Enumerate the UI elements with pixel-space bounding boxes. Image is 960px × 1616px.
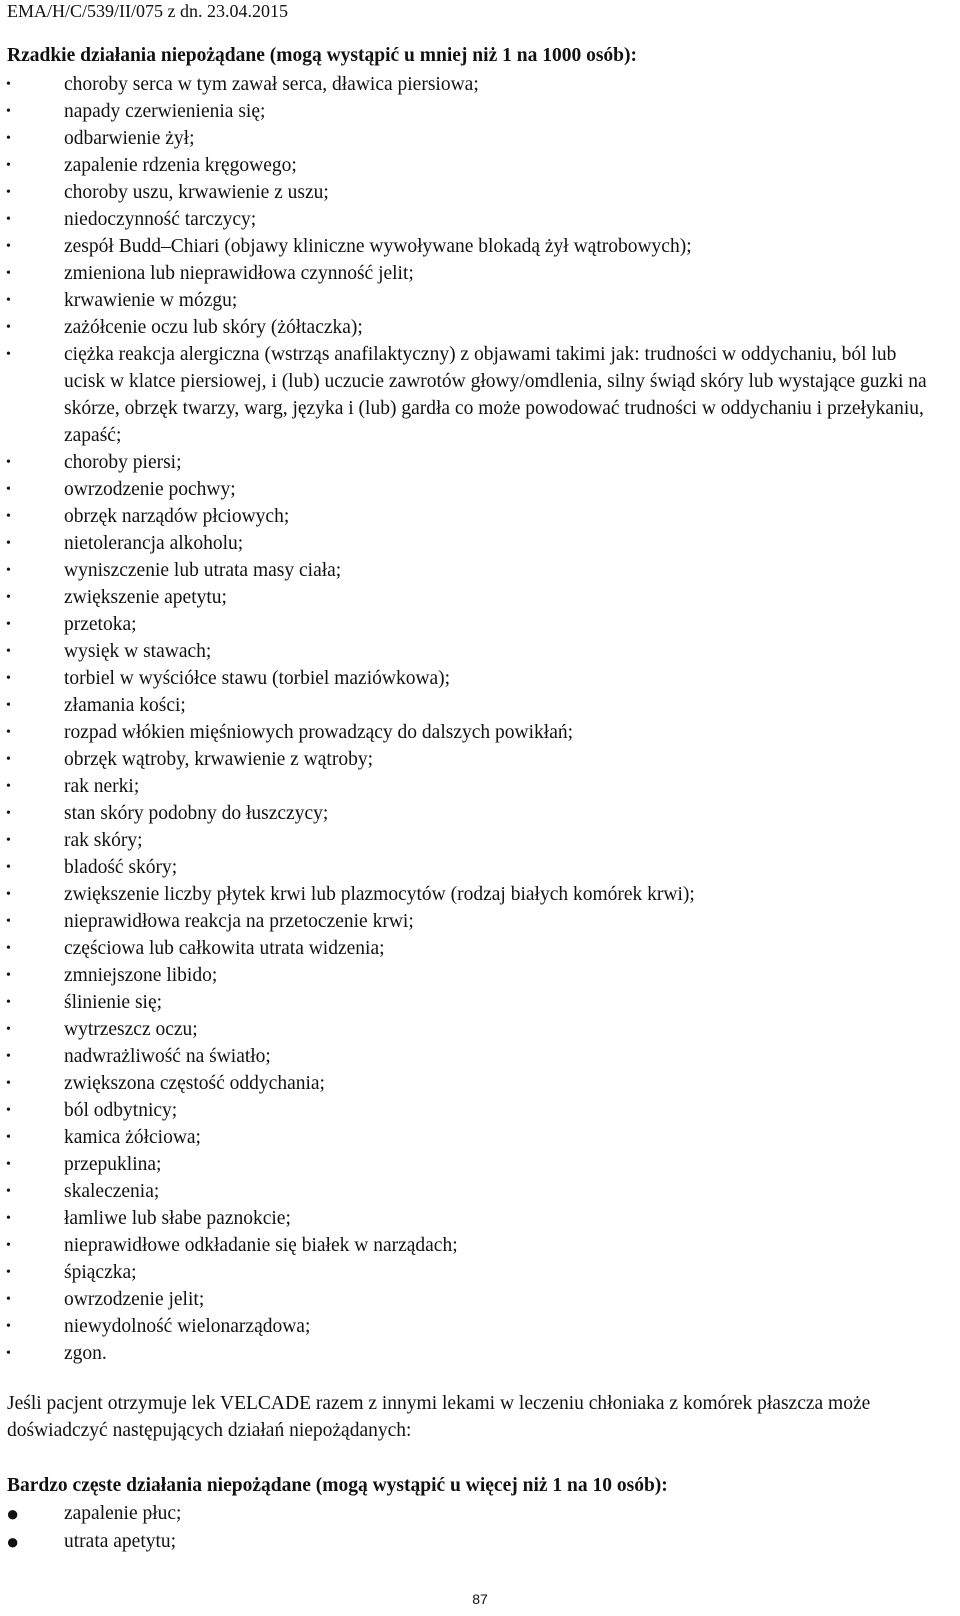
list-item-text: częściowa lub całkowita utrata widzenia; [64,938,385,959]
list-item-text: ból odbytnicy; [64,1100,178,1121]
very-common-side-effects-list [0,1500,960,1556]
list-item-text: śpiączka; [64,1262,137,1283]
list-item-text: rak nerki; [64,776,140,797]
list-item [0,152,960,179]
bullet-icon: • [6,1265,11,1280]
very-common-side-effects-heading: Bardzo częste działania niepożądane (mogą wystąpić u więcej niż 1 na 10 osób): [7,1475,668,1496]
list-item-text: owrzodzenie jelit; [64,1289,205,1310]
bullet-icon: • [6,77,11,92]
bullet-icon: • [6,1292,11,1307]
list-item-text: złamania kości; [64,695,186,716]
bullet-icon: • [6,563,11,578]
list-item [0,71,960,98]
list-item [0,341,960,449]
list-item [0,773,960,800]
list-item-text: utrata apetytu; [64,1531,177,1552]
bullet-icon: • [6,482,11,497]
bullet-icon: • [6,293,11,308]
list-item [0,584,960,611]
list-item-text: zwiększenie liczby płytek krwi lub plazmocytów (rodzaj białych komórek krwi); [64,884,695,905]
list-item-text: zgon. [64,1343,107,1364]
list-item-text: niedoczynność tarczycy; [64,209,257,230]
bullet-icon: • [6,536,11,551]
list-item [0,1043,960,1070]
bullet-icon: • [6,1319,11,1334]
list-item-text: kamica żółciowa; [64,1127,201,1148]
list-item-text: przepuklina; [64,1154,162,1175]
list-item [0,638,960,665]
list-item [0,98,960,125]
bullet-icon: • [6,887,11,902]
list-item-text: obrzęk wątroby, krwawienie z wątroby; [64,749,373,770]
list-item-text: zwiększenie apetytu; [64,587,227,608]
bullet-icon: • [6,1184,11,1199]
list-item [0,611,960,638]
bullet-icon: ● [6,1501,20,1526]
list-item [0,1178,960,1205]
list-item-text: zmniejszone libido; [64,965,218,986]
bullet-icon: • [6,590,11,605]
bullet-icon: • [6,212,11,227]
list-item-text: napady czerwienienia się; [64,101,266,122]
list-item [0,287,960,314]
list-item-text: choroby serca w tym zawał serca, dławica piersiowa; [64,74,479,95]
list-item-text: wyniszczenie lub utrata masy ciała; [64,560,342,581]
list-item [0,1528,960,1556]
rare-side-effects-list [0,71,960,1367]
list-item [0,719,960,746]
bullet-icon: • [6,698,11,713]
bullet-icon: • [6,509,11,524]
list-item [0,1070,960,1097]
list-item [0,989,960,1016]
bullet-icon: • [6,1022,11,1037]
list-item [0,1232,960,1259]
rare-side-effects-heading: Rzadkie działania niepożądane (mogą wystąpić u mniej niż 1 na 1000 osób): [7,45,637,66]
list-item [0,854,960,881]
list-item-text: zmieniona lub nieprawidłowa czynność jelit; [64,263,414,284]
list-item-text: ślinienie się; [64,992,163,1013]
list-item-text: bladość skóry; [64,857,178,878]
bullet-icon: • [6,1346,11,1361]
bullet-icon: • [6,104,11,119]
list-item [0,1097,960,1124]
list-item [0,449,960,476]
bullet-icon: • [6,779,11,794]
list-item [0,746,960,773]
bullet-icon: • [6,185,11,200]
list-item [0,1124,960,1151]
bullet-icon: • [6,1049,11,1064]
bullet-icon: • [6,1130,11,1145]
list-item-text: nieprawidłowe odkładanie się białek w narządach; [64,1235,458,1256]
combination-therapy-paragraph: Jeśli pacjent otrzymuje lek VELCADE razem z innymi lekami w leczeniu chłoniaka z komórek płaszcza może doświadczyć następujących działań niepożądanych: [7,1393,871,1441]
list-item [0,935,960,962]
list-item [0,881,960,908]
list-item-text: choroby piersi; [64,452,182,473]
bullet-icon: • [6,725,11,740]
bullet-icon: • [6,833,11,848]
list-item-text: zapalenie rdzenia kręgowego; [64,155,297,176]
bullet-icon: • [6,239,11,254]
list-item [0,206,960,233]
list-item-text: nietolerancja alkoholu; [64,533,244,554]
list-item [0,476,960,503]
list-item [0,1313,960,1340]
list-item [0,665,960,692]
list-item [0,692,960,719]
bullet-icon: • [6,617,11,632]
list-item [0,1205,960,1232]
list-item-text: rozpad włókien mięśniowych prowadzący do dalszych powikłań; [64,722,574,743]
list-item [0,1016,960,1043]
bullet-icon: • [6,644,11,659]
list-item-text: obrzęk narządów płciowych; [64,506,290,527]
list-item-text: łamliwe lub słabe paznokcie; [64,1208,291,1229]
bullet-icon: • [6,860,11,875]
bullet-icon: • [6,266,11,281]
bullet-icon: • [6,1076,11,1091]
bullet-icon: • [6,1157,11,1172]
list-item-text: zespół Budd–Chiari (objawy kliniczne wywoływane blokadą żył wątrobowych); [64,236,692,257]
list-item-text: zwiększona częstość oddychania; [64,1073,325,1094]
list-item-text: odbarwienie żył; [64,128,195,149]
list-item-text: wysięk w stawach; [64,641,212,662]
list-item-text: stan skóry podobny do łuszczycy; [64,803,329,824]
list-item [0,530,960,557]
bullet-icon: • [6,941,11,956]
bullet-icon: • [6,1103,11,1118]
list-item [0,800,960,827]
list-item [0,314,960,341]
list-item [0,962,960,989]
list-item-text: choroby uszu, krwawienie z uszu; [64,182,329,203]
bullet-icon: • [6,995,11,1010]
list-item [0,908,960,935]
list-item-text: ciężka reakcja alergiczna (wstrząs anafilaktyczny) z objawami takimi jak: trudności w oddychaniu, ból lub ucisk w klatce piersiowej, i (lub) uczucie zawrotów głowy/omdlenia, silny świąd skóry lub wystające guzki na skórze, obrzęk twarzy, warg, języka i (lub) gardła co może powodować trudności w oddychaniu i przełykaniu, zapaść; [64,344,927,446]
list-item [0,1259,960,1286]
list-item [0,503,960,530]
bullet-icon: • [6,455,11,470]
list-item-text: krwawienie w mózgu; [64,290,238,311]
list-item-text: przetoka; [64,614,137,635]
bullet-icon: • [6,671,11,686]
list-item-text: zapalenie płuc; [64,1503,182,1524]
bullet-icon: ● [6,1529,20,1554]
list-item [0,557,960,584]
list-item [0,125,960,152]
bullet-icon: • [6,1238,11,1253]
list-item-text: wytrzeszcz oczu; [64,1019,198,1040]
document-reference: EMA/H/C/539/II/075 z dn. 23.04.2015 [7,1,288,21]
bullet-icon: • [6,347,11,362]
list-item [0,260,960,287]
page-number: 87 [472,1591,488,1607]
list-item [0,1340,960,1367]
list-item-text: nadwrażliwość na światło; [64,1046,271,1067]
list-item [0,233,960,260]
bullet-icon: • [6,1211,11,1226]
list-item [0,1286,960,1313]
bullet-icon: • [6,968,11,983]
list-item [0,179,960,206]
list-item-text: torbiel w wyściółce stawu (torbiel maziówkowa); [64,668,451,689]
bullet-icon: • [6,131,11,146]
list-item [0,827,960,854]
list-item-text: owrzodzenie pochwy; [64,479,236,500]
bullet-icon: • [6,752,11,767]
list-item [0,1151,960,1178]
list-item-text: zażółcenie oczu lub skóry (żółtaczka); [64,317,363,338]
list-item-text: rak skóry; [64,830,143,851]
bullet-icon: • [6,320,11,335]
list-item-text: nieprawidłowa reakcja na przetoczenie krwi; [64,911,414,932]
list-item-text: skaleczenia; [64,1181,160,1202]
bullet-icon: • [6,158,11,173]
bullet-icon: • [6,914,11,929]
list-item-text: niewydolność wielonarządowa; [64,1316,311,1337]
bullet-icon: • [6,806,11,821]
list-item [0,1500,960,1528]
